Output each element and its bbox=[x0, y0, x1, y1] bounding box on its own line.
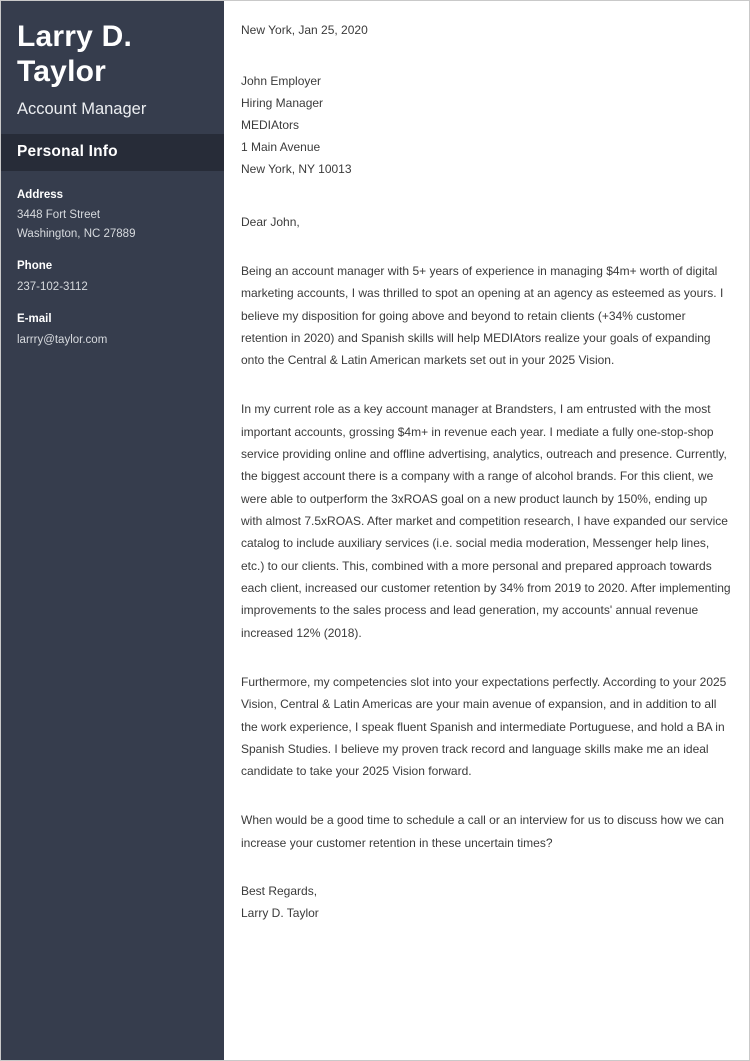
info-label-address: Address bbox=[17, 188, 64, 201]
letter-content-column bbox=[241, 19, 731, 925]
info-label-phone: Phone bbox=[17, 260, 53, 273]
letter-paragraph-4: When would be a good time to schedule a call or an interview for us to discuss how we can increase your customer retention in these uncertain times? bbox=[241, 813, 724, 850]
recipient-city-state-zip: New York, NY 10013 bbox=[241, 162, 352, 176]
letter-signoff-block bbox=[241, 881, 731, 925]
letter-date: New York, Jan 25, 2020 bbox=[241, 23, 368, 37]
letter-signoff: Best Regards, bbox=[241, 884, 318, 899]
info-group-email bbox=[17, 311, 208, 349]
info-label-email: E-mail bbox=[17, 313, 52, 326]
info-group-phone bbox=[17, 258, 208, 296]
letter-paragraph-2: In my current role as a key account manager at Brandsters, I am entrusted with the most important accounts, grossing $4m+ in revenue each year. I mediate a fully one-stop-shop service providing online and offline advertising, analytics, outreach and presence. Currently, the biggest account there is a company with a range of alcohol brands. For this client, we were able to outperform the 3xROAS goal on a new product launch by 150%, ending up with almost 7.5xROAS. After market and competition research, I have expanded our service catalog to include auxiliary services (i.e. social media moderation, Messenger help lines, etc.) to our clients. This, combined with a more personal and prepared approach towards each client, increased our customer retention by 34% from 2019 to 2020. After implementing improvements to the sales process and lead generation, my accounts' annual revenue increased 12% (2018). bbox=[241, 402, 731, 640]
info-group-address bbox=[17, 187, 208, 244]
section-heading-personal-info: Personal Info bbox=[1, 134, 224, 171]
letter-body bbox=[224, 1, 749, 1060]
recipient-company: MEDIAtors bbox=[241, 118, 300, 133]
recipient-address-block bbox=[241, 71, 731, 181]
info-value-phone: 237-102-3112 bbox=[17, 280, 88, 293]
recipient-job-title: Hiring Manager bbox=[241, 96, 324, 111]
sidebar bbox=[1, 1, 224, 1060]
recipient-name: John Employer bbox=[241, 74, 322, 89]
candidate-job-title: Account Manager bbox=[17, 99, 147, 118]
letter-paragraph-3: Furthermore, my competencies slot into your expectations perfectly. According to your 2025 Vision, Central & Latin Americas are your main avenue of expansion, and in addition to all the work experience, I speak fluent Spanish and intermediate Portuguese, and hold a BA in Spanish Studies. I believe my proven track record and language skills make me an ideal candidate to take your 2025 Vision forward. bbox=[241, 674, 727, 779]
candidate-name: Larry D. Taylor bbox=[17, 20, 132, 89]
letter-salutation: Dear John, bbox=[241, 214, 300, 229]
info-value-address-line1: 3448 Fort Street bbox=[17, 209, 101, 222]
personal-info-list bbox=[1, 171, 224, 350]
recipient-street: 1 Main Avenue bbox=[241, 140, 321, 155]
sidebar-header bbox=[1, 1, 224, 134]
letter-paragraph-1: Being an account manager with 5+ years of experience in managing $4m+ worth of digital marketing accounts, I was thrilled to spot an opening at an agency as esteemed as yours. I believe my disposition for going above and beyond to retain clients (+34% customer retention in 2020) and Spanish skills will help MEDIAtors realize your goals of expanding onto the Central & Latin American markets set out in your 2025 Vision. bbox=[241, 263, 724, 368]
info-value-address-line2: Washington, NC 27889 bbox=[17, 227, 136, 240]
letter-signature-name: Larry D. Taylor bbox=[241, 906, 319, 921]
info-value-email: larrry@taylor.com bbox=[17, 334, 108, 347]
